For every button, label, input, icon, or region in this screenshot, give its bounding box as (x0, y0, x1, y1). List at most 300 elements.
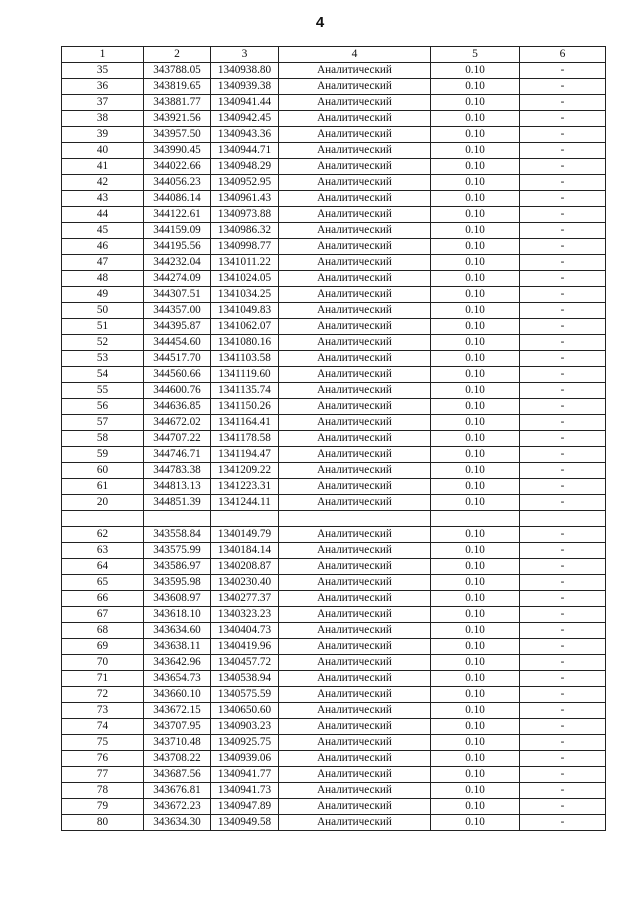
note-cell: - (520, 335, 606, 351)
y-coordinate-cell: 1340998.77 (211, 239, 279, 255)
separator-cell (279, 511, 431, 527)
table-row (62, 495, 606, 511)
point-number-cell: 80 (62, 814, 144, 830)
method-cell: Аналитический (279, 622, 431, 638)
y-coordinate-cell: 1341223.31 (211, 479, 279, 495)
y-coordinate-cell: 1340949.58 (211, 814, 279, 830)
method-cell: Аналитический (279, 654, 431, 670)
table-row (62, 79, 606, 95)
y-coordinate-cell: 1341119.60 (211, 367, 279, 383)
x-coordinate-cell: 343618.10 (144, 606, 211, 622)
y-coordinate-cell: 1340938.80 (211, 63, 279, 79)
accuracy-cell: 0.10 (431, 814, 520, 830)
note-cell: - (520, 271, 606, 287)
note-cell: - (520, 239, 606, 255)
y-coordinate-cell: 1341011.22 (211, 255, 279, 271)
accuracy-cell: 0.10 (431, 447, 520, 463)
note-cell: - (520, 782, 606, 798)
note-cell: - (520, 542, 606, 558)
table-row (62, 399, 606, 415)
note-cell: - (520, 526, 606, 542)
method-cell: Аналитический (279, 638, 431, 654)
method-cell: Аналитический (279, 207, 431, 223)
table-row (62, 622, 606, 638)
table-row (62, 638, 606, 654)
method-cell: Аналитический (279, 143, 431, 159)
method-cell: Аналитический (279, 606, 431, 622)
table-row (62, 367, 606, 383)
accuracy-cell: 0.10 (431, 479, 520, 495)
x-coordinate-cell: 343707.95 (144, 718, 211, 734)
table-body (62, 47, 606, 831)
method-cell: Аналитический (279, 590, 431, 606)
column-header: 1 (62, 47, 144, 63)
method-cell: Аналитический (279, 351, 431, 367)
note-cell: - (520, 734, 606, 750)
table-row (62, 143, 606, 159)
y-coordinate-cell: 1340184.14 (211, 542, 279, 558)
table-row (62, 415, 606, 431)
point-number-cell: 57 (62, 415, 144, 431)
y-coordinate-cell: 1340948.29 (211, 159, 279, 175)
accuracy-cell: 0.10 (431, 79, 520, 95)
point-number-cell: 42 (62, 175, 144, 191)
point-number-cell: 55 (62, 383, 144, 399)
accuracy-cell: 0.10 (431, 159, 520, 175)
x-coordinate-cell: 343608.97 (144, 590, 211, 606)
method-cell: Аналитический (279, 159, 431, 175)
method-cell: Аналитический (279, 718, 431, 734)
method-cell: Аналитический (279, 574, 431, 590)
x-coordinate-cell: 344159.09 (144, 223, 211, 239)
point-number-cell: 64 (62, 558, 144, 574)
note-cell: - (520, 415, 606, 431)
column-header: 4 (279, 47, 431, 63)
method-cell: Аналитический (279, 287, 431, 303)
x-coordinate-cell: 344600.76 (144, 383, 211, 399)
table-row (62, 718, 606, 734)
note-cell: - (520, 95, 606, 111)
note-cell: - (520, 303, 606, 319)
y-coordinate-cell: 1340650.60 (211, 702, 279, 718)
note-cell: - (520, 814, 606, 830)
y-coordinate-cell: 1341150.26 (211, 399, 279, 415)
y-coordinate-cell: 1341178.58 (211, 431, 279, 447)
table-row (62, 175, 606, 191)
y-coordinate-cell: 1340943.36 (211, 127, 279, 143)
y-coordinate-cell: 1340986.32 (211, 223, 279, 239)
accuracy-cell: 0.10 (431, 558, 520, 574)
y-coordinate-cell: 1340961.43 (211, 191, 279, 207)
note-cell: - (520, 686, 606, 702)
table-header-row (62, 47, 606, 63)
x-coordinate-cell: 344022.66 (144, 159, 211, 175)
accuracy-cell: 0.10 (431, 175, 520, 191)
y-coordinate-cell: 1340208.87 (211, 558, 279, 574)
accuracy-cell: 0.10 (431, 271, 520, 287)
point-number-cell: 50 (62, 303, 144, 319)
y-coordinate-cell: 1340939.06 (211, 750, 279, 766)
method-cell: Аналитический (279, 223, 431, 239)
accuracy-cell: 0.10 (431, 718, 520, 734)
table-row (62, 319, 606, 335)
y-coordinate-cell: 1340941.73 (211, 782, 279, 798)
point-number-cell: 70 (62, 654, 144, 670)
accuracy-cell: 0.10 (431, 686, 520, 702)
accuracy-cell: 0.10 (431, 463, 520, 479)
column-header: 5 (431, 47, 520, 63)
table-row (62, 734, 606, 750)
table-row (62, 702, 606, 718)
x-coordinate-cell: 343990.45 (144, 143, 211, 159)
x-coordinate-cell: 343634.60 (144, 622, 211, 638)
accuracy-cell: 0.10 (431, 223, 520, 239)
accuracy-cell: 0.10 (431, 367, 520, 383)
x-coordinate-cell: 343558.84 (144, 526, 211, 542)
note-cell: - (520, 702, 606, 718)
point-number-cell: 66 (62, 590, 144, 606)
note-cell: - (520, 654, 606, 670)
table-row (62, 526, 606, 542)
x-coordinate-cell: 343788.05 (144, 63, 211, 79)
point-number-cell: 52 (62, 335, 144, 351)
accuracy-cell: 0.10 (431, 766, 520, 782)
point-number-cell: 44 (62, 207, 144, 223)
method-cell: Аналитический (279, 750, 431, 766)
method-cell: Аналитический (279, 447, 431, 463)
table-row (62, 542, 606, 558)
accuracy-cell: 0.10 (431, 319, 520, 335)
x-coordinate-cell: 344232.04 (144, 255, 211, 271)
method-cell: Аналитический (279, 111, 431, 127)
x-coordinate-cell: 343642.96 (144, 654, 211, 670)
x-coordinate-cell: 344851.39 (144, 495, 211, 511)
column-header: 6 (520, 47, 606, 63)
x-coordinate-cell: 344560.66 (144, 367, 211, 383)
method-cell: Аналитический (279, 319, 431, 335)
point-number-cell: 60 (62, 463, 144, 479)
method-cell: Аналитический (279, 335, 431, 351)
table-row (62, 351, 606, 367)
note-cell: - (520, 590, 606, 606)
note-cell: - (520, 495, 606, 511)
point-number-cell: 49 (62, 287, 144, 303)
separator-cell (520, 511, 606, 527)
accuracy-cell: 0.10 (431, 782, 520, 798)
group-separator-row (62, 511, 606, 527)
x-coordinate-cell: 344086.14 (144, 191, 211, 207)
point-number-cell: 79 (62, 798, 144, 814)
note-cell: - (520, 351, 606, 367)
accuracy-cell: 0.10 (431, 750, 520, 766)
x-coordinate-cell: 344307.51 (144, 287, 211, 303)
x-coordinate-cell: 344672.02 (144, 415, 211, 431)
point-number-cell: 63 (62, 542, 144, 558)
point-number-cell: 40 (62, 143, 144, 159)
table-row (62, 766, 606, 782)
note-cell: - (520, 79, 606, 95)
y-coordinate-cell: 1340941.77 (211, 766, 279, 782)
point-number-cell: 36 (62, 79, 144, 95)
note-cell: - (520, 718, 606, 734)
method-cell: Аналитический (279, 814, 431, 830)
x-coordinate-cell: 343687.56 (144, 766, 211, 782)
accuracy-cell: 0.10 (431, 702, 520, 718)
table-row (62, 335, 606, 351)
point-number-cell: 47 (62, 255, 144, 271)
y-coordinate-cell: 1340952.95 (211, 175, 279, 191)
point-number-cell: 41 (62, 159, 144, 175)
point-number-cell: 38 (62, 111, 144, 127)
note-cell: - (520, 383, 606, 399)
y-coordinate-cell: 1341103.58 (211, 351, 279, 367)
x-coordinate-cell: 343957.50 (144, 127, 211, 143)
y-coordinate-cell: 1341080.16 (211, 335, 279, 351)
accuracy-cell: 0.10 (431, 399, 520, 415)
y-coordinate-cell: 1341209.22 (211, 463, 279, 479)
table-row (62, 558, 606, 574)
method-cell: Аналитический (279, 431, 431, 447)
note-cell: - (520, 606, 606, 622)
x-coordinate-cell: 344357.00 (144, 303, 211, 319)
column-header: 3 (211, 47, 279, 63)
table-row (62, 63, 606, 79)
y-coordinate-cell: 1340323.23 (211, 606, 279, 622)
note-cell: - (520, 431, 606, 447)
accuracy-cell: 0.10 (431, 606, 520, 622)
point-number-cell: 53 (62, 351, 144, 367)
x-coordinate-cell: 343672.15 (144, 702, 211, 718)
y-coordinate-cell: 1340457.72 (211, 654, 279, 670)
note-cell: - (520, 622, 606, 638)
table-row (62, 447, 606, 463)
table-row (62, 479, 606, 495)
method-cell: Аналитический (279, 127, 431, 143)
point-number-cell: 20 (62, 495, 144, 511)
x-coordinate-cell: 343575.99 (144, 542, 211, 558)
table-row (62, 111, 606, 127)
table-row (62, 383, 606, 399)
point-number-cell: 69 (62, 638, 144, 654)
table-row (62, 798, 606, 814)
y-coordinate-cell: 1341049.83 (211, 303, 279, 319)
note-cell: - (520, 798, 606, 814)
point-number-cell: 39 (62, 127, 144, 143)
table-row (62, 95, 606, 111)
point-number-cell: 45 (62, 223, 144, 239)
separator-cell (211, 511, 279, 527)
note-cell: - (520, 447, 606, 463)
table-row (62, 127, 606, 143)
method-cell: Аналитический (279, 463, 431, 479)
table-row (62, 654, 606, 670)
point-number-cell: 65 (62, 574, 144, 590)
y-coordinate-cell: 1340575.59 (211, 686, 279, 702)
point-number-cell: 54 (62, 367, 144, 383)
x-coordinate-cell: 344122.61 (144, 207, 211, 223)
note-cell: - (520, 207, 606, 223)
method-cell: Аналитический (279, 734, 431, 750)
separator-cell (144, 511, 211, 527)
note-cell: - (520, 367, 606, 383)
accuracy-cell: 0.10 (431, 127, 520, 143)
page-number: 4 (315, 14, 325, 31)
accuracy-cell: 0.10 (431, 335, 520, 351)
coordinates-table (61, 46, 606, 831)
point-number-cell: 68 (62, 622, 144, 638)
accuracy-cell: 0.10 (431, 622, 520, 638)
x-coordinate-cell: 344707.22 (144, 431, 211, 447)
accuracy-cell: 0.10 (431, 207, 520, 223)
note-cell: - (520, 750, 606, 766)
x-coordinate-cell: 344395.87 (144, 319, 211, 335)
accuracy-cell: 0.10 (431, 798, 520, 814)
x-coordinate-cell: 344636.85 (144, 399, 211, 415)
accuracy-cell: 0.10 (431, 574, 520, 590)
method-cell: Аналитический (279, 255, 431, 271)
accuracy-cell: 0.10 (431, 383, 520, 399)
y-coordinate-cell: 1340538.94 (211, 670, 279, 686)
note-cell: - (520, 191, 606, 207)
y-coordinate-cell: 1341194.47 (211, 447, 279, 463)
y-coordinate-cell: 1341164.41 (211, 415, 279, 431)
table-row (62, 463, 606, 479)
x-coordinate-cell: 344056.23 (144, 175, 211, 191)
note-cell: - (520, 766, 606, 782)
point-number-cell: 51 (62, 319, 144, 335)
x-coordinate-cell: 343654.73 (144, 670, 211, 686)
method-cell: Аналитический (279, 95, 431, 111)
accuracy-cell: 0.10 (431, 111, 520, 127)
table-row (62, 606, 606, 622)
point-number-cell: 62 (62, 526, 144, 542)
table-row (62, 670, 606, 686)
y-coordinate-cell: 1340973.88 (211, 207, 279, 223)
table-row (62, 271, 606, 287)
accuracy-cell: 0.10 (431, 239, 520, 255)
method-cell: Аналитический (279, 79, 431, 95)
method-cell: Аналитический (279, 542, 431, 558)
point-number-cell: 78 (62, 782, 144, 798)
y-coordinate-cell: 1340941.44 (211, 95, 279, 111)
x-coordinate-cell: 343634.30 (144, 814, 211, 830)
note-cell: - (520, 574, 606, 590)
note-cell: - (520, 255, 606, 271)
point-number-cell: 74 (62, 718, 144, 734)
x-coordinate-cell: 343672.23 (144, 798, 211, 814)
x-coordinate-cell: 343921.56 (144, 111, 211, 127)
y-coordinate-cell: 1341135.74 (211, 383, 279, 399)
y-coordinate-cell: 1340277.37 (211, 590, 279, 606)
method-cell: Аналитический (279, 383, 431, 399)
x-coordinate-cell: 343586.97 (144, 558, 211, 574)
note-cell: - (520, 127, 606, 143)
table-row (62, 431, 606, 447)
accuracy-cell: 0.10 (431, 255, 520, 271)
table-row (62, 750, 606, 766)
table-row (62, 303, 606, 319)
x-coordinate-cell: 343638.11 (144, 638, 211, 654)
y-coordinate-cell: 1340947.89 (211, 798, 279, 814)
method-cell: Аналитический (279, 415, 431, 431)
method-cell: Аналитический (279, 495, 431, 511)
point-number-cell: 59 (62, 447, 144, 463)
x-coordinate-cell: 343710.48 (144, 734, 211, 750)
x-coordinate-cell: 343676.81 (144, 782, 211, 798)
method-cell: Аналитический (279, 702, 431, 718)
y-coordinate-cell: 1340404.73 (211, 622, 279, 638)
point-number-cell: 77 (62, 766, 144, 782)
accuracy-cell: 0.10 (431, 542, 520, 558)
accuracy-cell: 0.10 (431, 654, 520, 670)
column-header: 2 (144, 47, 211, 63)
x-coordinate-cell: 344195.56 (144, 239, 211, 255)
x-coordinate-cell: 344813.13 (144, 479, 211, 495)
table-row (62, 159, 606, 175)
x-coordinate-cell: 344517.70 (144, 351, 211, 367)
method-cell: Аналитический (279, 303, 431, 319)
y-coordinate-cell: 1340942.45 (211, 111, 279, 127)
y-coordinate-cell: 1341024.05 (211, 271, 279, 287)
note-cell: - (520, 111, 606, 127)
x-coordinate-cell: 343881.77 (144, 95, 211, 111)
x-coordinate-cell: 343660.10 (144, 686, 211, 702)
point-number-cell: 76 (62, 750, 144, 766)
method-cell: Аналитический (279, 479, 431, 495)
accuracy-cell: 0.10 (431, 63, 520, 79)
accuracy-cell: 0.10 (431, 638, 520, 654)
note-cell: - (520, 399, 606, 415)
method-cell: Аналитический (279, 526, 431, 542)
note-cell: - (520, 143, 606, 159)
point-number-cell: 71 (62, 670, 144, 686)
y-coordinate-cell: 1340419.96 (211, 638, 279, 654)
y-coordinate-cell: 1340903.23 (211, 718, 279, 734)
note-cell: - (520, 463, 606, 479)
method-cell: Аналитический (279, 670, 431, 686)
accuracy-cell: 0.10 (431, 287, 520, 303)
accuracy-cell: 0.10 (431, 95, 520, 111)
accuracy-cell: 0.10 (431, 526, 520, 542)
method-cell: Аналитический (279, 239, 431, 255)
note-cell: - (520, 287, 606, 303)
y-coordinate-cell: 1340939.38 (211, 79, 279, 95)
method-cell: Аналитический (279, 175, 431, 191)
note-cell: - (520, 670, 606, 686)
separator-cell (62, 511, 144, 527)
y-coordinate-cell: 1340944.71 (211, 143, 279, 159)
note-cell: - (520, 159, 606, 175)
x-coordinate-cell: 344746.71 (144, 447, 211, 463)
point-number-cell: 67 (62, 606, 144, 622)
y-coordinate-cell: 1340149.79 (211, 526, 279, 542)
point-number-cell: 48 (62, 271, 144, 287)
y-coordinate-cell: 1340230.40 (211, 574, 279, 590)
accuracy-cell: 0.10 (431, 590, 520, 606)
point-number-cell: 43 (62, 191, 144, 207)
x-coordinate-cell: 344783.38 (144, 463, 211, 479)
method-cell: Аналитический (279, 766, 431, 782)
point-number-cell: 61 (62, 479, 144, 495)
point-number-cell: 72 (62, 686, 144, 702)
x-coordinate-cell: 343595.98 (144, 574, 211, 590)
point-number-cell: 37 (62, 95, 144, 111)
table-row (62, 782, 606, 798)
method-cell: Аналитический (279, 558, 431, 574)
table-row (62, 287, 606, 303)
accuracy-cell: 0.10 (431, 734, 520, 750)
point-number-cell: 58 (62, 431, 144, 447)
